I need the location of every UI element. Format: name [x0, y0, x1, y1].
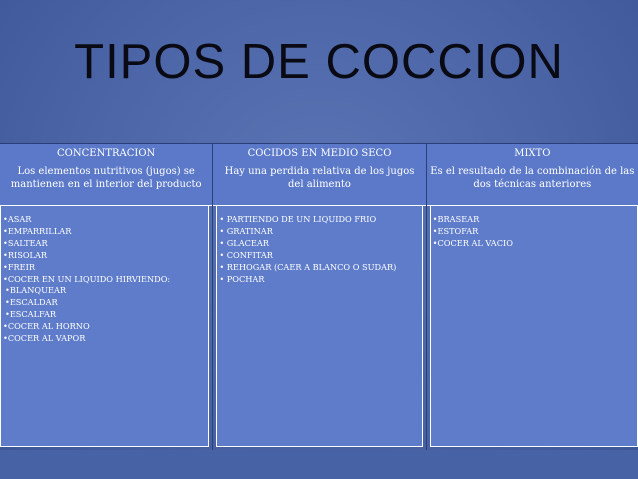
slide-title: TIPOS DE COCCION: [74, 35, 564, 89]
column-body: [216, 206, 422, 447]
column-header: [213, 144, 425, 206]
list-item: •EMPARRILLAR: [3, 225, 72, 236]
column-body: [0, 206, 209, 447]
list-item: •COCER AL HORNO: [3, 321, 90, 332]
list-item: •ESCALDAR: [5, 297, 58, 308]
column-description: Hay una perdida relativa de los jugos del alimento: [224, 166, 415, 190]
footer-band: [0, 450, 638, 479]
column-name: COCIDOS EN MEDIO SECO: [247, 148, 392, 159]
list-item: •COCER EN UN LIQUIDO HIRVIENDO:: [3, 273, 171, 284]
column-cocidos-medio-seco: [213, 144, 426, 450]
column-name: CONCENTRACION: [57, 148, 156, 159]
column-description: Es el resultado de la combinación de las dos técnicas anteriores: [430, 166, 635, 190]
list-item: •ESTOFAR: [432, 225, 479, 236]
column-header: [427, 144, 638, 206]
column-mixto: [427, 144, 638, 450]
list-item: •SALTEAR: [3, 237, 48, 248]
list-item: •ESCALFAR: [5, 309, 57, 320]
list-item: •COCER AL VAPOR: [3, 333, 86, 344]
column-concentracion: [0, 144, 213, 450]
list-item: • GRATINAR: [219, 225, 273, 236]
column-header: [0, 144, 212, 206]
column-name: MIXTO: [514, 148, 551, 159]
list-item: •ASAR: [3, 214, 32, 224]
column-body: [430, 206, 638, 447]
list-item: •BLANQUEAR: [5, 285, 67, 296]
list-item: • POCHAR: [219, 273, 265, 284]
column-description: Los elementos nutritivos (jugos) se mantienen en el interior del producto: [10, 166, 202, 190]
list-item: •RISOLAR: [3, 249, 48, 260]
list-item: • GLACEAR: [219, 237, 269, 248]
list-item: • CONFITAR: [219, 249, 273, 260]
list-item: •FREIR: [3, 261, 36, 272]
cooking-types-table: [0, 143, 638, 451]
list-item: •BRASEAR: [432, 214, 480, 224]
list-item: • PARTIENDO DE UN LIQUIDO FRIO: [219, 214, 377, 224]
list-item: •COCER AL VACIO: [432, 237, 513, 248]
list-item: • REHOGAR (CAER A BLANCO O SUDAR): [219, 261, 397, 272]
